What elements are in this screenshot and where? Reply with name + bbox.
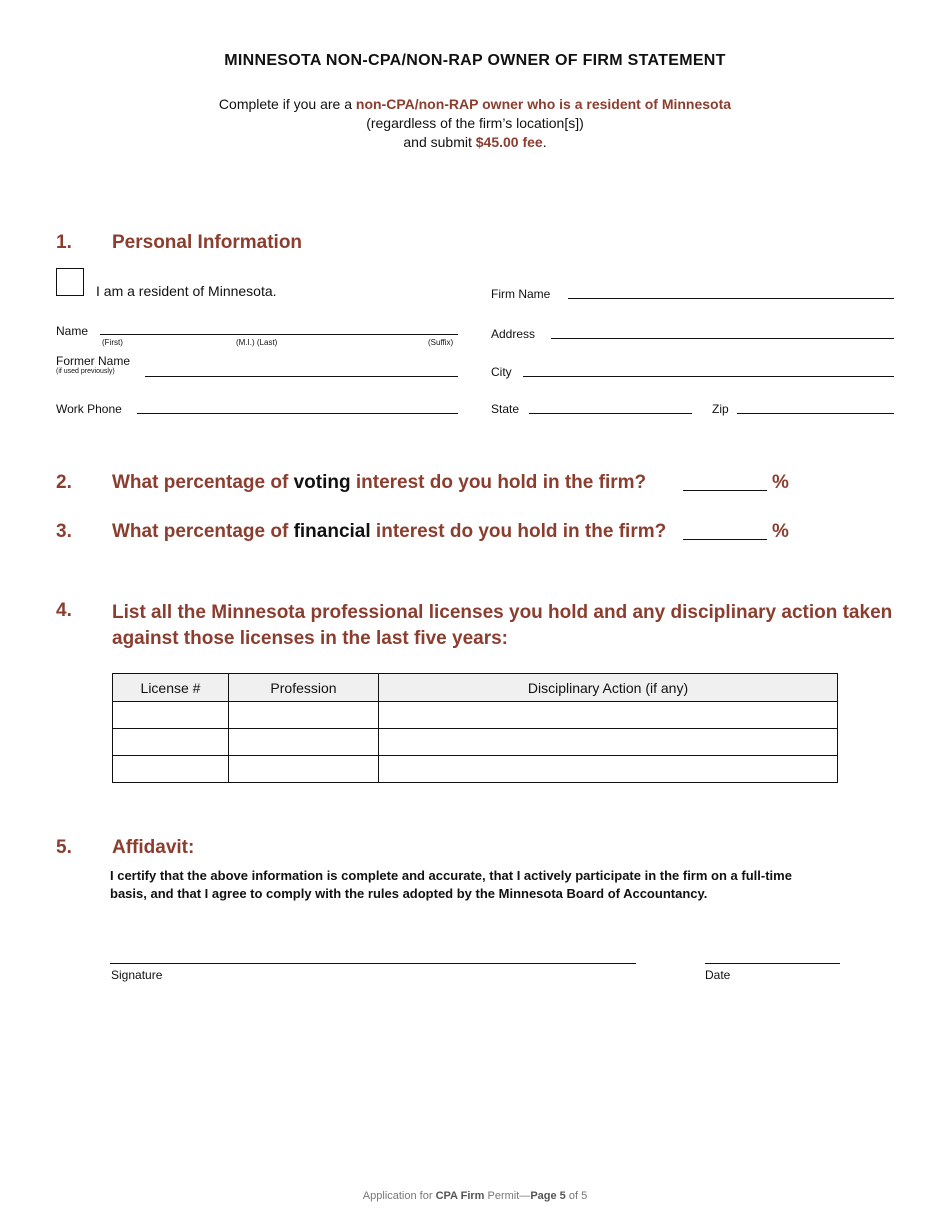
intro-prefix: Complete if you are a [218, 96, 356, 112]
profession-cell[interactable] [229, 729, 379, 756]
name-label: Name [56, 324, 89, 338]
signature-input[interactable] [110, 963, 636, 964]
zip-input[interactable] [737, 413, 894, 414]
footer-cpa-firm: CPA Firm [435, 1190, 485, 1202]
section-5-title: Affidavit: [112, 837, 195, 858]
section-4-title-line-2: against those licenses in the last five years: [112, 628, 508, 649]
profession-cell[interactable] [229, 756, 379, 783]
intro-line-3 [0, 133, 950, 152]
name-sub-mi-last: (M.I.) (Last) [236, 338, 278, 347]
section-3-suffix: interest do you hold in the firm? [370, 521, 667, 542]
former-name-sub: (if used previously) [56, 368, 115, 375]
license-number-cell[interactable] [113, 756, 229, 783]
section-4-title [112, 600, 892, 652]
zip-label: Zip [712, 402, 729, 416]
section-2-question [112, 472, 646, 494]
column-license-number: License # [113, 674, 229, 702]
intro-line-2: (regardless of the firm’s location[s]) [366, 115, 584, 131]
state-label: State [491, 402, 520, 416]
table-row [113, 756, 838, 783]
affidavit-text: I certify that the above information is complete and accurate, that I actively participate in the firm on a full-time basis, and that I agree to comply with the rules adopted by the Minnesota Board of Accountancy. [110, 868, 792, 901]
address-label: Address [491, 327, 536, 341]
voting-percent-sign: % [772, 472, 789, 493]
financial-percent-sign: % [772, 521, 789, 542]
section-3-number: 3. [56, 521, 72, 542]
section-2-prefix: What percentage of [112, 472, 294, 493]
disciplinary-action-cell[interactable] [379, 702, 838, 729]
section-3-emphasis: financial [293, 521, 371, 542]
section-1-title: Personal Information [112, 232, 303, 253]
section-3-prefix: What percentage of [112, 521, 294, 542]
name-sub-first: (First) [102, 338, 123, 347]
financial-percentage-input[interactable] [683, 539, 767, 540]
disciplinary-action-cell[interactable] [379, 756, 838, 783]
footer-page-number: Page 5 [530, 1190, 566, 1202]
date-input[interactable] [705, 963, 840, 964]
city-input[interactable] [523, 376, 894, 377]
address-input[interactable] [551, 338, 894, 339]
name-sub-suffix: (Suffix) [428, 338, 454, 347]
section-2-emphasis: voting [293, 472, 351, 493]
section-2-suffix: interest do you hold in the firm? [350, 472, 647, 493]
section-3-question [112, 521, 666, 543]
former-name-label: Former Name [56, 354, 131, 368]
licenses-table-header [113, 674, 838, 702]
license-number-cell[interactable] [113, 729, 229, 756]
disciplinary-action-cell[interactable] [379, 729, 838, 756]
footer-middle: Permit— [484, 1190, 531, 1202]
page-title: MINNESOTA NON-CPA/NON-RAP OWNER OF FIRM STATEMENT [224, 52, 726, 69]
profession-cell[interactable] [229, 702, 379, 729]
signature-label: Signature [111, 968, 163, 982]
work-phone-label: Work Phone [56, 402, 122, 416]
table-row [113, 729, 838, 756]
work-phone-input[interactable] [137, 413, 458, 414]
intro-highlight: non-CPA/non-RAP owner who is a resident of Minnesota [355, 96, 732, 112]
firm-name-label: Firm Name [491, 287, 551, 301]
state-input[interactable] [529, 413, 692, 414]
page-footer [0, 1190, 950, 1202]
footer-prefix: Application for [362, 1190, 436, 1202]
intro-line-1 [0, 95, 950, 114]
name-input[interactable] [100, 334, 458, 335]
section-4-title-line-1: List all the Minnesota professional licenses you hold and any disciplinary action taken [112, 602, 893, 623]
table-row [113, 702, 838, 729]
intro-fee: $45.00 fee [475, 134, 543, 150]
section-5-number: 5. [56, 837, 72, 858]
licenses-table [112, 673, 838, 783]
firm-name-input[interactable] [568, 298, 894, 299]
former-name-input[interactable] [145, 376, 458, 377]
section-2-number: 2. [56, 472, 72, 493]
section-4-number: 4. [56, 600, 72, 621]
date-label: Date [705, 968, 731, 982]
license-number-cell[interactable] [113, 702, 229, 729]
footer-suffix: of 5 [565, 1190, 588, 1202]
intro-line3-prefix: and submit [403, 134, 476, 150]
column-profession: Profession [229, 674, 379, 702]
column-disciplinary-action: Disciplinary Action (if any) [379, 674, 838, 702]
resident-checkbox[interactable] [56, 268, 84, 296]
section-1-number: 1. [56, 232, 72, 253]
intro-line3-suffix: . [542, 134, 547, 150]
voting-percentage-input[interactable] [683, 490, 767, 491]
resident-label: I am a resident of Minnesota. [96, 283, 277, 299]
city-label: City [491, 365, 512, 379]
